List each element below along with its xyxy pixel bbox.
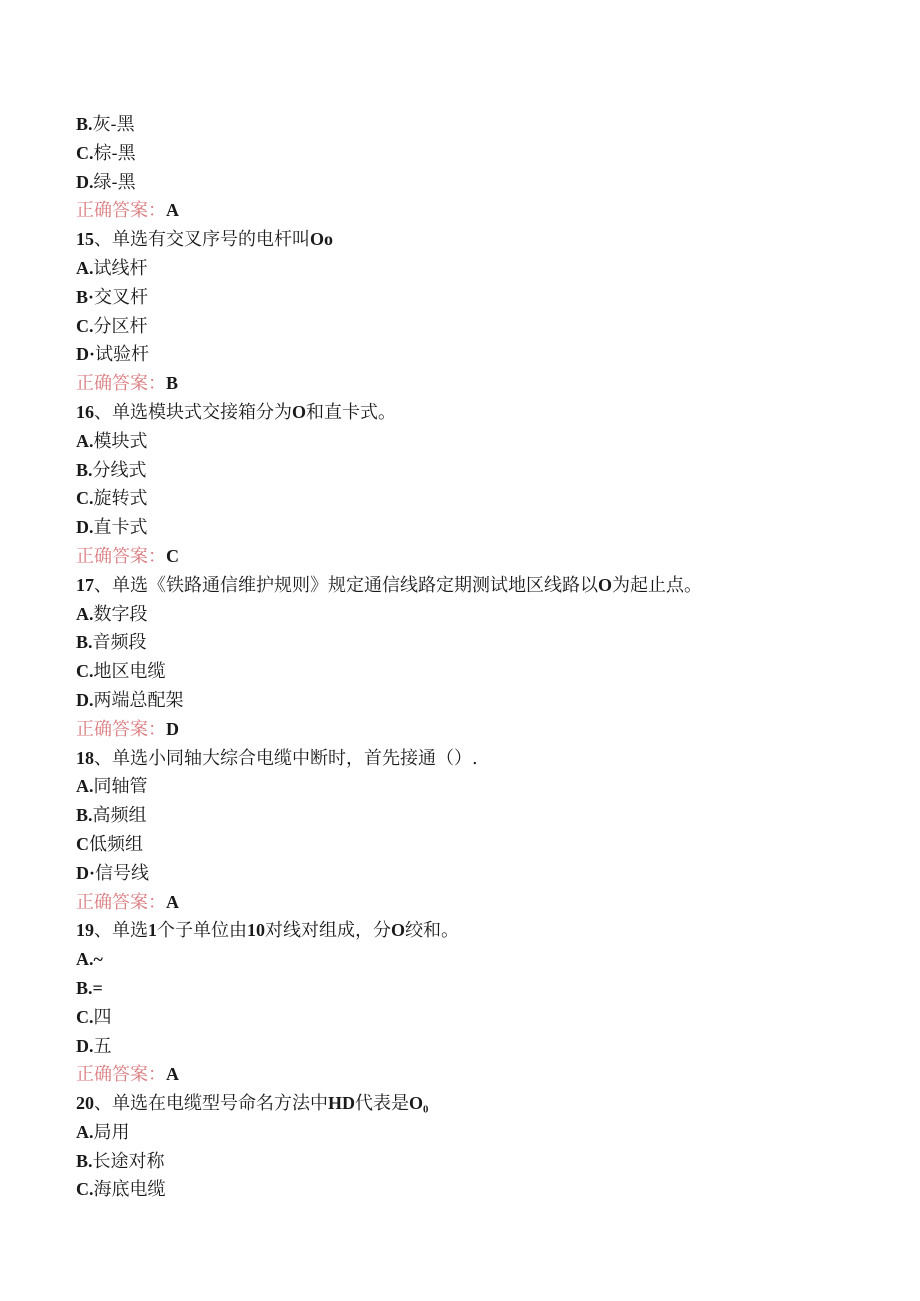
- option-line: [76, 1032, 896, 1061]
- option-label: A.: [76, 776, 94, 797]
- option-label: A.: [76, 257, 94, 278]
- option-line: [76, 1003, 896, 1032]
- option-label: A.~: [76, 949, 103, 970]
- question-text-part: 16: [76, 401, 94, 422]
- option-text: 局用: [93, 1121, 130, 1143]
- option-line: [76, 974, 896, 1003]
- option-line: [76, 312, 896, 341]
- option-line: [76, 945, 896, 974]
- question-text-part: 、单选小同轴大综合电缆中断时，首先接通（）.: [94, 747, 478, 769]
- option-text: 低频组: [89, 833, 143, 855]
- answer-value: A: [166, 200, 179, 221]
- answer-value: A: [166, 1064, 179, 1085]
- option-text: 海底电缆: [93, 1179, 166, 1201]
- option-text: 地区电缆: [93, 661, 166, 683]
- question-text-part: 代表是: [355, 1093, 409, 1115]
- question-text-part: 18: [76, 747, 94, 768]
- option-label: C.: [76, 661, 94, 682]
- question-line: [76, 225, 896, 254]
- option-text: 直卡式: [93, 517, 148, 539]
- option-text: 分线式: [92, 459, 147, 481]
- option-line: [76, 628, 896, 657]
- option-line: [76, 1175, 896, 1204]
- option-text: 信号线: [95, 862, 150, 884]
- option-line: [76, 254, 896, 283]
- question-line: [76, 1089, 896, 1118]
- option-line: [76, 139, 896, 168]
- option-line: [76, 830, 896, 859]
- option-label: C.: [76, 1179, 94, 1200]
- option-text: 棕-黑: [93, 142, 136, 164]
- answer-label: 正确答案：: [76, 545, 166, 567]
- option-text: 试验杆: [95, 344, 150, 366]
- question-text-part: O: [292, 401, 307, 422]
- option-line: [76, 110, 896, 139]
- question-text-part: 为起止点。: [612, 574, 703, 596]
- option-label: A.: [76, 603, 94, 624]
- correct-answer-line: [76, 715, 896, 744]
- option-text: 同轴管: [93, 776, 148, 798]
- question-text-part: 和直卡式。: [306, 401, 397, 423]
- answer-value: A: [166, 891, 179, 912]
- question-line: [76, 916, 896, 945]
- option-label: C.: [76, 315, 94, 336]
- question-text-part: 17: [76, 574, 94, 595]
- option-label: D.: [76, 517, 94, 538]
- option-line: [76, 657, 896, 686]
- option-label: C.: [76, 142, 94, 163]
- option-label: C.: [76, 488, 94, 509]
- option-line: [76, 1118, 896, 1147]
- correct-answer-line: [76, 196, 896, 225]
- question-line: [76, 744, 896, 773]
- option-line: [76, 513, 896, 542]
- question-text-part: 1: [148, 920, 157, 941]
- option-text: 模块式: [93, 430, 148, 452]
- exam-document: [76, 110, 896, 1204]
- option-text: 长途对称: [92, 1150, 165, 1172]
- question-text-part: 个子单位由: [157, 920, 247, 942]
- option-label: B.: [76, 632, 93, 653]
- answer-value: C: [166, 545, 179, 566]
- option-label: B.: [76, 805, 93, 826]
- option-line: [76, 600, 896, 629]
- question-text-part: 、单选模块式交接箱分为: [94, 401, 292, 423]
- question-text-part: 、单选《铁路通信维护规则》规定通信线路定期测试地区线路以: [94, 574, 598, 596]
- answer-label: 正确答案：: [76, 373, 166, 395]
- answer-value: B: [166, 373, 179, 394]
- option-label: D.: [76, 689, 94, 710]
- option-label: B.: [76, 1150, 93, 1171]
- option-text: 交叉杆: [94, 286, 149, 308]
- option-label: D·: [76, 344, 96, 365]
- answer-label: 正确答案：: [76, 200, 166, 222]
- question-text-part: O: [598, 574, 613, 595]
- question-text-part: 、单选在电缆型号命名方法中: [94, 1093, 328, 1115]
- option-label: D.: [76, 1035, 94, 1056]
- option-label: B.: [76, 114, 93, 134]
- question-line: [76, 571, 896, 600]
- option-text: 数字段: [93, 603, 148, 625]
- option-label: B.: [76, 459, 93, 480]
- option-label: C.: [76, 1006, 94, 1027]
- option-text: 试线杆: [93, 257, 148, 279]
- option-line: [76, 340, 896, 369]
- question-text-part: 20: [76, 1093, 94, 1114]
- option-label: A.: [76, 1121, 94, 1142]
- option-text: 音频段: [92, 632, 147, 654]
- option-line: [76, 168, 896, 197]
- question-text-part: 、单选有交叉序号的电杆叫: [94, 229, 310, 251]
- question-text-part: 10: [247, 920, 265, 941]
- option-text: 灰-黑: [92, 114, 135, 135]
- option-label: D.: [76, 171, 94, 192]
- option-line: [76, 427, 896, 456]
- question-text-part: O₀: [409, 1093, 429, 1114]
- option-text: 绿-黑: [93, 171, 136, 193]
- option-line: [76, 283, 896, 312]
- question-text-part: 15: [76, 229, 94, 250]
- option-line: [76, 801, 896, 830]
- option-label: C: [76, 833, 89, 854]
- question-text-part: 对线对组成，分: [265, 920, 391, 942]
- correct-answer-line: [76, 542, 896, 571]
- option-label: A.: [76, 430, 94, 451]
- answer-label: 正确答案：: [76, 718, 166, 740]
- correct-answer-line: [76, 1060, 896, 1089]
- option-text: 旋转式: [93, 488, 148, 510]
- correct-answer-line: [76, 888, 896, 917]
- answer-label: 正确答案：: [76, 891, 166, 913]
- option-text: 五: [93, 1035, 112, 1057]
- question-line: [76, 398, 896, 427]
- option-text: 两端总配架: [93, 689, 184, 711]
- option-line: [76, 859, 896, 888]
- question-text-part: 绞和。: [405, 920, 460, 942]
- option-text: 高频组: [92, 805, 147, 827]
- option-line: [76, 484, 896, 513]
- option-text: 四: [93, 1006, 112, 1028]
- question-text-part: Oo: [310, 229, 334, 250]
- option-text: 分区杆: [93, 315, 148, 337]
- answer-value: D: [166, 718, 179, 739]
- answer-label: 正确答案：: [76, 1064, 166, 1086]
- option-line: [76, 686, 896, 715]
- correct-answer-line: [76, 369, 896, 398]
- option-line: [76, 1147, 896, 1176]
- option-label: B·: [76, 286, 95, 307]
- option-line: [76, 456, 896, 485]
- option-label: D·: [76, 862, 96, 883]
- option-line: [76, 772, 896, 801]
- question-text-part: 19: [76, 920, 94, 941]
- option-label: B.=: [76, 977, 103, 998]
- question-text-part: O: [391, 920, 406, 941]
- question-text-part: 、单选: [94, 920, 148, 942]
- question-text-part: HD: [328, 1093, 355, 1114]
